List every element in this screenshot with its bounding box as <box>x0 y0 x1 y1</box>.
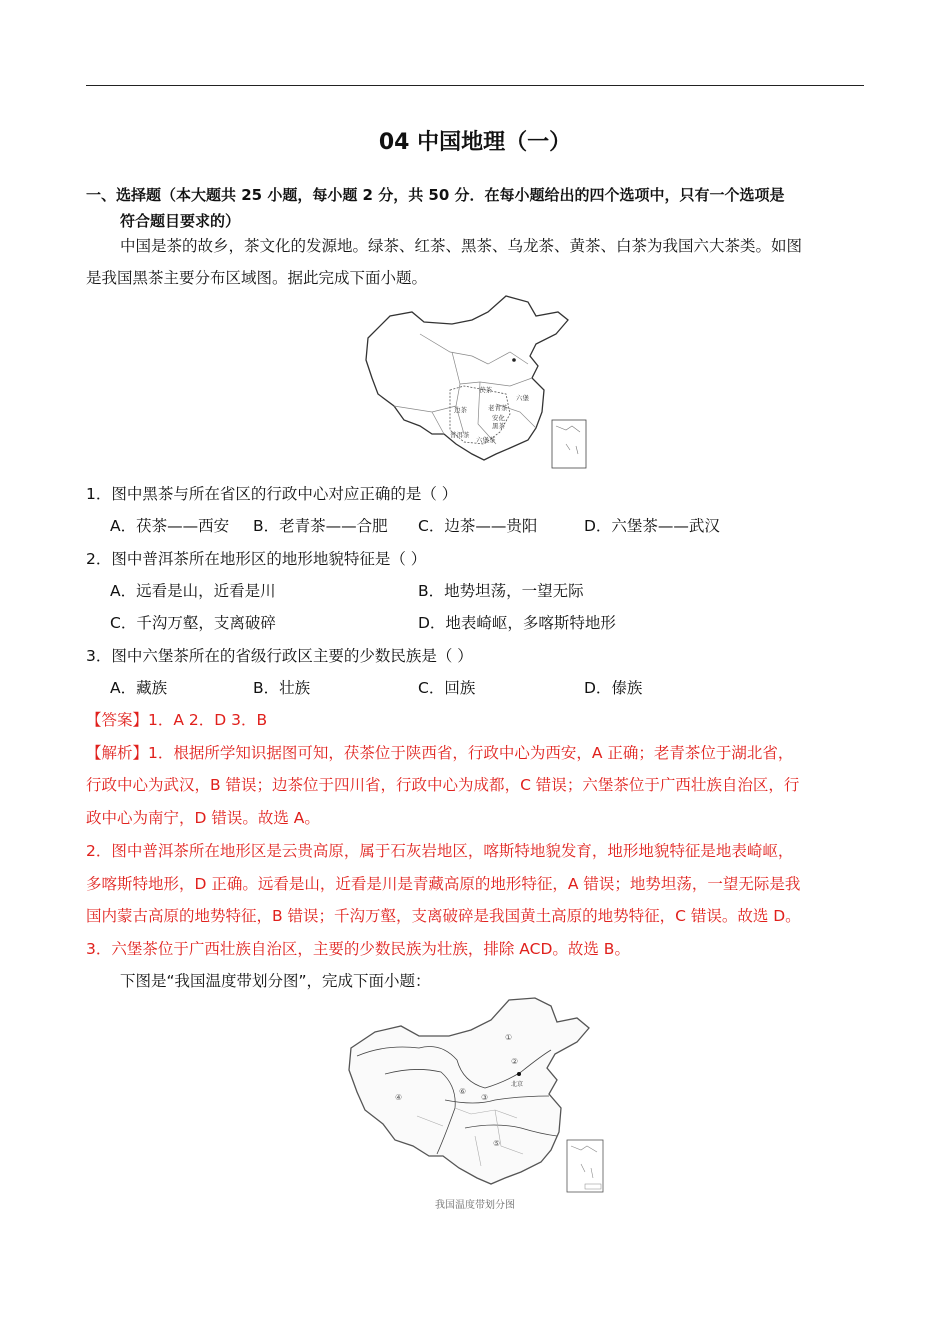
zone-label: ⑥ <box>459 1087 467 1096</box>
analysis-line: 3．六堡茶位于广西壮族自治区，主要的少数民族为壮族，排除 ACD。故选 B。 <box>86 940 630 958</box>
zone-label: ④ <box>395 1093 403 1102</box>
map2-caption: 我国温度带划分图 <box>435 1200 515 1211</box>
south-china-sea-inset <box>552 420 586 468</box>
question-3-option-a[interactable]: A．藏族 <box>110 679 168 697</box>
zone-label: ② <box>511 1057 519 1066</box>
question-2-option-b[interactable]: B．地势坦荡，一望无际 <box>418 582 584 600</box>
header-rule <box>86 85 864 86</box>
black-tea-map <box>360 294 590 472</box>
section-heading-line1: 一、选择题（本大题共 25 小题，每小题 2 分，共 50 分．在每小题给出的四个选项中，只有一个选项是 <box>86 186 785 204</box>
question-3-option-b[interactable]: B．壮族 <box>253 679 311 697</box>
section-heading-line2: 符合题目要求的） <box>120 212 241 230</box>
map-label: 六堡茶 <box>476 436 496 444</box>
beijing-marker <box>517 1072 521 1076</box>
question-1-option-c[interactable]: C．边茶——贵阳 <box>418 517 538 535</box>
analysis-line: 行政中心为武汉，B 错误；边茶位于四川省，行政中心为成都，C 错误；六堡茶位于广西壮族自治区，行 <box>86 776 800 794</box>
question-3-option-c[interactable]: C．回族 <box>418 679 476 697</box>
temperature-zone-map <box>345 996 607 1194</box>
intro2-paragraph: 下图是“我国温度带划分图”，完成下面小题： <box>120 972 431 990</box>
analysis-line: 国内蒙古高原的地势特征，B 错误；千沟万壑，支离破碎是我国黄土高原的地势特征，C 错误。故选 D。 <box>86 907 801 925</box>
map-label: 老青茶 <box>488 404 508 412</box>
map-label: 安化 <box>492 414 505 422</box>
capital-marker <box>512 358 516 362</box>
zone-label: ① <box>505 1033 513 1042</box>
map-label: 六堡 <box>516 394 529 402</box>
question-1-option-b[interactable]: B．老青茶——合肥 <box>253 517 388 535</box>
answer-line: 【答案】1．A 2．D 3．B <box>86 711 268 729</box>
question-1-option-a[interactable]: A．茯茶——西安 <box>110 517 230 535</box>
zone-label: ⑤ <box>493 1139 501 1148</box>
analysis-line: 【解析】1．根据所学知识据图可知，茯茶位于陕西省，行政中心为西安，A 正确；老青茶位于湖北省， <box>86 744 794 762</box>
analysis-line: 政中心为南宁，D 错误。故选 A。 <box>86 809 320 827</box>
map-label: 边茶 <box>454 406 467 414</box>
question-2-option-d[interactable]: D．地表崎岖，多喀斯特地形 <box>418 614 616 632</box>
map-label: 黑茶 <box>492 422 505 430</box>
intro-paragraph-line1: 中国是茶的故乡，茶文化的发源地。绿茶、红茶、黑茶、乌龙茶、黄茶、白茶为我国六大茶类。如图 <box>120 237 803 255</box>
question-1-option-d[interactable]: D．六堡茶——武汉 <box>584 517 720 535</box>
map-label: 普洱茶 <box>450 431 470 439</box>
question-3-stem: 3．图中六堡茶所在的省级行政区主要的少数民族是（ ） <box>86 647 473 665</box>
analysis-line: 多喀斯特地形，D 正确。远看是山，近看是川是青藏高原的地形特征，A 错误；地势坦荡，一望无际是我 <box>86 875 801 893</box>
question-2-option-a[interactable]: A．远看是山，近看是川 <box>110 582 276 600</box>
analysis-line: 2．图中普洱茶所在地形区是云贵高原，属于石灰岩地区，喀斯特地貌发育，地形地貌特征是地表崎岖， <box>86 842 794 860</box>
zone-label: ③ <box>481 1093 489 1102</box>
question-1-stem: 1．图中黑茶与所在省区的行政中心对应正确的是（ ） <box>86 485 458 503</box>
beijing-label: 北京 <box>511 1081 524 1088</box>
page-title: 04 中国地理（一） <box>378 130 572 155</box>
question-3-option-d[interactable]: D．傣族 <box>584 679 643 697</box>
question-2-option-c[interactable]: C．千沟万壑，支离破碎 <box>110 614 276 632</box>
map-label: 茯茶 <box>479 386 492 394</box>
section-heading <box>86 182 876 234</box>
intro-paragraph-line2: 是我国黑茶主要分布区域图。据此完成下面小题。 <box>86 269 428 287</box>
china-outline <box>349 998 589 1184</box>
question-2-stem: 2．图中普洱茶所在地形区的地形地貌特征是（ ） <box>86 550 427 568</box>
